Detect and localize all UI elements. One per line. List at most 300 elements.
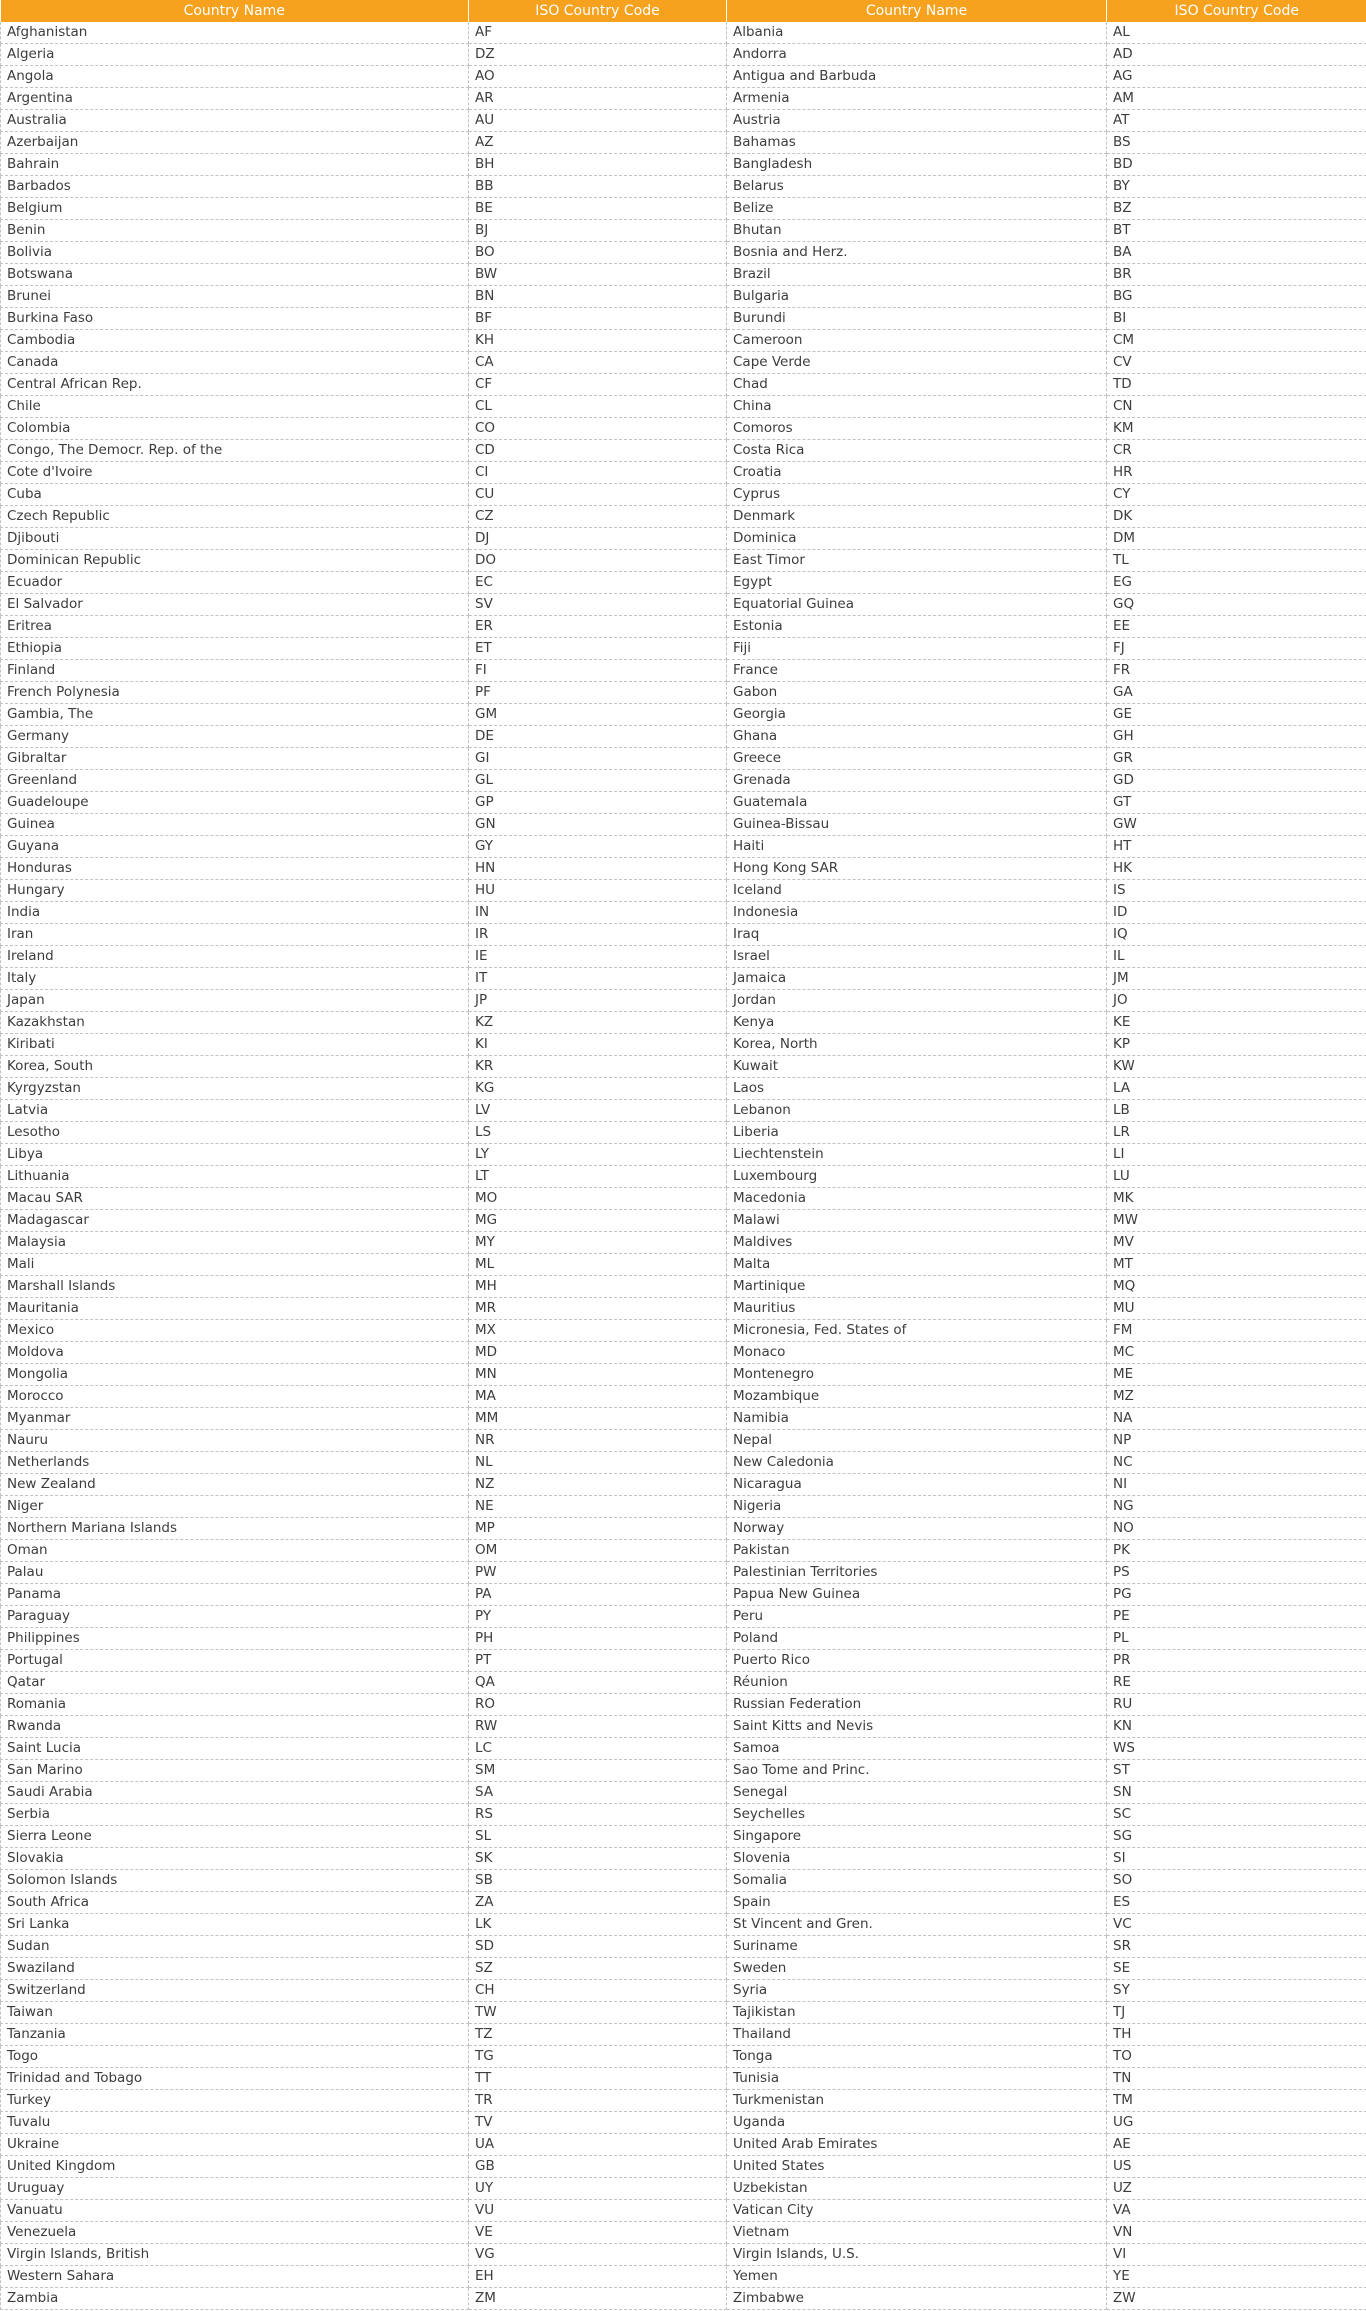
table-row <box>1 880 1366 902</box>
country-name-cell: Iceland <box>727 880 1107 902</box>
iso-code-cell: VC <box>1107 1914 1366 1936</box>
iso-code-cell: ME <box>1107 1364 1366 1386</box>
country-name-cell: Hong Kong SAR <box>727 858 1107 880</box>
country-name-cell: Thailand <box>727 2024 1107 2046</box>
iso-code-cell: FR <box>1107 660 1366 682</box>
country-name-cell: China <box>727 396 1107 418</box>
country-name-cell: United Kingdom <box>1 2156 469 2178</box>
iso-code-cell: LI <box>1107 1144 1366 1166</box>
country-name-cell: Angola <box>1 66 469 88</box>
iso-code-cell: CM <box>1107 330 1366 352</box>
iso-code-cell: BA <box>1107 242 1366 264</box>
iso-code-cell: ET <box>469 638 727 660</box>
country-name-cell: Bulgaria <box>727 286 1107 308</box>
country-name-cell: Algeria <box>1 44 469 66</box>
table-row <box>1 1452 1366 1474</box>
iso-code-cell: RO <box>469 1694 727 1716</box>
country-name-cell: Iraq <box>727 924 1107 946</box>
table-row <box>1 748 1366 770</box>
iso-code-cell: MY <box>469 1232 727 1254</box>
iso-code-cell: BJ <box>469 220 727 242</box>
iso-code-cell: GN <box>469 814 727 836</box>
iso-code-cell: KP <box>1107 1034 1366 1056</box>
iso-code-cell: TJ <box>1107 2002 1366 2024</box>
country-name-cell: Guadeloupe <box>1 792 469 814</box>
table-row <box>1 594 1366 616</box>
country-name-cell: New Zealand <box>1 1474 469 1496</box>
country-name-cell: Colombia <box>1 418 469 440</box>
iso-code-cell: BW <box>469 264 727 286</box>
country-name-cell: Gabon <box>727 682 1107 704</box>
country-name-cell: Madagascar <box>1 1210 469 1232</box>
table-row <box>1 1826 1366 1848</box>
table-header-row <box>1 0 1366 22</box>
iso-code-cell: AZ <box>469 132 727 154</box>
iso-code-cell: VG <box>469 2244 727 2266</box>
table-row <box>1 2156 1366 2178</box>
iso-code-cell: EC <box>469 572 727 594</box>
country-name-cell: Myanmar <box>1 1408 469 1430</box>
country-name-cell: Senegal <box>727 1782 1107 1804</box>
table-row <box>1 484 1366 506</box>
country-name-cell: Oman <box>1 1540 469 1562</box>
country-name-cell: Belgium <box>1 198 469 220</box>
table-row <box>1 88 1366 110</box>
country-name-cell: Dominica <box>727 528 1107 550</box>
table-row <box>1 22 1366 44</box>
table-row <box>1 858 1366 880</box>
country-name-cell: Monaco <box>727 1342 1107 1364</box>
country-name-cell: Western Sahara <box>1 2266 469 2288</box>
country-name-cell: Sierra Leone <box>1 1826 469 1848</box>
country-name-cell: Comoros <box>727 418 1107 440</box>
iso-code-cell: ML <box>469 1254 727 1276</box>
iso-code-cell: MP <box>469 1518 727 1540</box>
iso-code-cell: KE <box>1107 1012 1366 1034</box>
country-name-cell: Ukraine <box>1 2134 469 2156</box>
iso-code-cell: PG <box>1107 1584 1366 1606</box>
country-name-cell: Equatorial Guinea <box>727 594 1107 616</box>
iso-code-cell: MK <box>1107 1188 1366 1210</box>
iso-code-cell: BY <box>1107 176 1366 198</box>
table-row <box>1 1188 1366 1210</box>
table-row <box>1 1848 1366 1870</box>
country-name-cell: Mozambique <box>727 1386 1107 1408</box>
iso-code-cell: MN <box>469 1364 727 1386</box>
iso-code-cell: ST <box>1107 1760 1366 1782</box>
iso-code-cell: TG <box>469 2046 727 2068</box>
country-name-cell: Nauru <box>1 1430 469 1452</box>
country-name-cell: Mexico <box>1 1320 469 1342</box>
country-name-cell: Morocco <box>1 1386 469 1408</box>
iso-code-cell: UA <box>469 2134 727 2156</box>
country-name-cell: Japan <box>1 990 469 1012</box>
iso-code-cell: TW <box>469 2002 727 2024</box>
country-name-cell: Singapore <box>727 1826 1107 1848</box>
iso-code-cell: HR <box>1107 462 1366 484</box>
country-name-cell: Brunei <box>1 286 469 308</box>
iso-code-cell: BE <box>469 198 727 220</box>
iso-code-cell: MW <box>1107 1210 1366 1232</box>
country-name-cell: Guinea <box>1 814 469 836</box>
country-name-cell: Bahamas <box>727 132 1107 154</box>
country-name-cell: Mauritania <box>1 1298 469 1320</box>
iso-code-cell: BG <box>1107 286 1366 308</box>
iso-code-cell: FJ <box>1107 638 1366 660</box>
iso-code-cell: SG <box>1107 1826 1366 1848</box>
table-row <box>1 660 1366 682</box>
table-row <box>1 44 1366 66</box>
iso-code-cell: GL <box>469 770 727 792</box>
table-row <box>1 836 1366 858</box>
iso-code-cell: DO <box>469 550 727 572</box>
iso-code-cell: NO <box>1107 1518 1366 1540</box>
country-name-cell: Cote d'Ivoire <box>1 462 469 484</box>
country-name-cell: Qatar <box>1 1672 469 1694</box>
iso-code-cell: LU <box>1107 1166 1366 1188</box>
table-row <box>1 440 1366 462</box>
iso-code-cell: TO <box>1107 2046 1366 2068</box>
country-name-cell: Congo, The Democr. Rep. of the <box>1 440 469 462</box>
table-row <box>1 1606 1366 1628</box>
table-row <box>1 1870 1366 1892</box>
country-name-cell: Turkey <box>1 2090 469 2112</box>
table-row <box>1 1672 1366 1694</box>
country-name-cell: Swaziland <box>1 1958 469 1980</box>
country-name-cell: Azerbaijan <box>1 132 469 154</box>
table-row <box>1 1078 1366 1100</box>
iso-code-cell: PS <box>1107 1562 1366 1584</box>
country-name-cell: El Salvador <box>1 594 469 616</box>
table-row <box>1 814 1366 836</box>
country-name-cell: Ireland <box>1 946 469 968</box>
iso-code-cell: KN <box>1107 1716 1366 1738</box>
iso-code-cell: CV <box>1107 352 1366 374</box>
table-row <box>1 1386 1366 1408</box>
iso-code-cell: CH <box>469 1980 727 2002</box>
country-name-cell: Germany <box>1 726 469 748</box>
country-name-cell: Honduras <box>1 858 469 880</box>
country-name-cell: Brazil <box>727 264 1107 286</box>
iso-code-cell: AE <box>1107 2134 1366 2156</box>
table-row <box>1 1936 1366 1958</box>
iso-code-cell: MH <box>469 1276 727 1298</box>
country-name-cell: Afghanistan <box>1 22 469 44</box>
iso-code-cell: ZW <box>1107 2288 1366 2310</box>
iso-code-cell: EG <box>1107 572 1366 594</box>
country-name-cell: Bhutan <box>727 220 1107 242</box>
country-name-cell: Laos <box>727 1078 1107 1100</box>
country-name-cell: Somalia <box>727 1870 1107 1892</box>
iso-code-cell: DJ <box>469 528 727 550</box>
iso-code-cell: RE <box>1107 1672 1366 1694</box>
iso-code-cell: ER <box>469 616 727 638</box>
iso-code-cell: NE <box>469 1496 727 1518</box>
iso-code-cell: PY <box>469 1606 727 1628</box>
country-name-cell: Guinea-Bissau <box>727 814 1107 836</box>
table-row <box>1 2090 1366 2112</box>
iso-code-cell: RW <box>469 1716 727 1738</box>
country-name-cell: Dominican Republic <box>1 550 469 572</box>
table-row <box>1 2068 1366 2090</box>
country-name-cell: Chile <box>1 396 469 418</box>
country-name-cell: Kenya <box>727 1012 1107 1034</box>
iso-code-cell: PW <box>469 1562 727 1584</box>
iso-code-cell: GH <box>1107 726 1366 748</box>
iso-code-cell: CA <box>469 352 727 374</box>
iso-code-cell: SI <box>1107 1848 1366 1870</box>
iso-code-cell: LC <box>469 1738 727 1760</box>
iso-code-cell: TZ <box>469 2024 727 2046</box>
iso-code-cell: AF <box>469 22 727 44</box>
country-name-cell: Solomon Islands <box>1 1870 469 1892</box>
country-name-cell: Niger <box>1 1496 469 1518</box>
country-name-cell: Palestinian Territories <box>727 1562 1107 1584</box>
country-name-cell: Tunisia <box>727 2068 1107 2090</box>
iso-code-cell: SE <box>1107 1958 1366 1980</box>
iso-code-cell: RS <box>469 1804 727 1826</box>
country-name-cell: Lithuania <box>1 1166 469 1188</box>
country-name-cell: Haiti <box>727 836 1107 858</box>
table-row <box>1 1540 1366 1562</box>
country-name-cell: San Marino <box>1 1760 469 1782</box>
country-name-cell: Uzbekistan <box>727 2178 1107 2200</box>
table-row <box>1 1056 1366 1078</box>
country-name-cell: Tuvalu <box>1 2112 469 2134</box>
iso-code-cell: VE <box>469 2222 727 2244</box>
country-name-cell: Cape Verde <box>727 352 1107 374</box>
iso-code-cell: LT <box>469 1166 727 1188</box>
iso-code-cell: DE <box>469 726 727 748</box>
table-row <box>1 132 1366 154</box>
iso-code-cell: PF <box>469 682 727 704</box>
iso-code-cell: NR <box>469 1430 727 1452</box>
table-row <box>1 1276 1366 1298</box>
table-row <box>1 990 1366 1012</box>
country-name-cell: Greece <box>727 748 1107 770</box>
table-row <box>1 1122 1366 1144</box>
table-row <box>1 792 1366 814</box>
table-row <box>1 1738 1366 1760</box>
iso-code-cell: IQ <box>1107 924 1366 946</box>
table-row <box>1 1254 1366 1276</box>
table-row <box>1 616 1366 638</box>
iso-code-cell: CO <box>469 418 727 440</box>
country-name-cell: Zimbabwe <box>727 2288 1107 2310</box>
country-name-cell: Luxembourg <box>727 1166 1107 1188</box>
iso-code-cell: LY <box>469 1144 727 1166</box>
country-name-cell: Sweden <box>727 1958 1107 1980</box>
country-name-cell: Netherlands <box>1 1452 469 1474</box>
country-name-cell: Macedonia <box>727 1188 1107 1210</box>
table-row <box>1 220 1366 242</box>
country-name-cell: United States <box>727 2156 1107 2178</box>
iso-code-cell: AT <box>1107 110 1366 132</box>
country-name-cell: Papua New Guinea <box>727 1584 1107 1606</box>
country-name-cell: Fiji <box>727 638 1107 660</box>
iso-code-cell: IL <box>1107 946 1366 968</box>
table-row <box>1 2200 1366 2222</box>
iso-code-cell: GE <box>1107 704 1366 726</box>
iso-code-cell: ZM <box>469 2288 727 2310</box>
iso-code-cell: CD <box>469 440 727 462</box>
country-name-cell: Sudan <box>1 1936 469 1958</box>
iso-code-cell: TL <box>1107 550 1366 572</box>
iso-code-cell: VU <box>469 2200 727 2222</box>
country-name-cell: Bolivia <box>1 242 469 264</box>
country-name-cell: Marshall Islands <box>1 1276 469 1298</box>
table-row <box>1 506 1366 528</box>
iso-code-cell: HK <box>1107 858 1366 880</box>
country-name-cell: Cambodia <box>1 330 469 352</box>
country-name-cell: Nicaragua <box>727 1474 1107 1496</box>
table-row <box>1 968 1366 990</box>
table-row <box>1 1628 1366 1650</box>
country-name-cell: Chad <box>727 374 1107 396</box>
country-name-cell: East Timor <box>727 550 1107 572</box>
table-row <box>1 1210 1366 1232</box>
country-name-cell: Libya <box>1 1144 469 1166</box>
country-name-cell: Turkmenistan <box>727 2090 1107 2112</box>
country-name-cell: Italy <box>1 968 469 990</box>
iso-code-cell: IR <box>469 924 727 946</box>
table-row <box>1 110 1366 132</box>
country-name-cell: Nepal <box>727 1430 1107 1452</box>
iso-code-cell: PK <box>1107 1540 1366 1562</box>
iso-code-cell: SO <box>1107 1870 1366 1892</box>
table-row <box>1 2134 1366 2156</box>
country-name-cell: Croatia <box>727 462 1107 484</box>
country-name-cell: Slovakia <box>1 1848 469 1870</box>
country-name-cell: French Polynesia <box>1 682 469 704</box>
country-name-cell: Serbia <box>1 1804 469 1826</box>
iso-code-cell: SV <box>469 594 727 616</box>
iso-code-cell: GR <box>1107 748 1366 770</box>
country-name-cell: Armenia <box>727 88 1107 110</box>
country-name-cell: Latvia <box>1 1100 469 1122</box>
iso-code-cell: SZ <box>469 1958 727 1980</box>
iso-code-cell: DM <box>1107 528 1366 550</box>
country-name-cell: Northern Mariana Islands <box>1 1518 469 1540</box>
country-name-cell: Djibouti <box>1 528 469 550</box>
table-row <box>1 704 1366 726</box>
iso-code-cell: BB <box>469 176 727 198</box>
table-row <box>1 682 1366 704</box>
country-name-cell: Tanzania <box>1 2024 469 2046</box>
iso-code-cell: BI <box>1107 308 1366 330</box>
iso-code-cell: GI <box>469 748 727 770</box>
iso-code-cell: LK <box>469 1914 727 1936</box>
iso-code-header: ISO Country Code <box>469 0 727 22</box>
country-name-cell: Nigeria <box>727 1496 1107 1518</box>
country-name-cell: Finland <box>1 660 469 682</box>
country-name-cell: France <box>727 660 1107 682</box>
country-name-cell: Antigua and Barbuda <box>727 66 1107 88</box>
table-row <box>1 264 1366 286</box>
iso-code-cell: TH <box>1107 2024 1366 2046</box>
country-name-cell: Burundi <box>727 308 1107 330</box>
iso-code-cell: SL <box>469 1826 727 1848</box>
country-name-cell: Austria <box>727 110 1107 132</box>
table-row <box>1 1958 1366 1980</box>
iso-code-cell: RU <box>1107 1694 1366 1716</box>
country-name-cell: New Caledonia <box>727 1452 1107 1474</box>
iso-code-cell: SA <box>469 1782 727 1804</box>
country-name-cell: Liechtenstein <box>727 1144 1107 1166</box>
iso-code-cell: CN <box>1107 396 1366 418</box>
iso-code-cell: BH <box>469 154 727 176</box>
iso-code-cell: SY <box>1107 1980 1366 2002</box>
country-name-cell: Poland <box>727 1628 1107 1650</box>
country-name-cell: Kuwait <box>727 1056 1107 1078</box>
iso-code-cell: MA <box>469 1386 727 1408</box>
iso-code-cell: GD <box>1107 770 1366 792</box>
table-row <box>1 2244 1366 2266</box>
iso-code-cell: CY <box>1107 484 1366 506</box>
iso-code-cell: MR <box>469 1298 727 1320</box>
iso-code-cell: UZ <box>1107 2178 1366 2200</box>
iso-code-cell: SK <box>469 1848 727 1870</box>
iso-code-cell: ID <box>1107 902 1366 924</box>
country-name-cell: Malaysia <box>1 1232 469 1254</box>
iso-code-cell: WS <box>1107 1738 1366 1760</box>
table-row <box>1 1232 1366 1254</box>
iso-code-cell: UG <box>1107 2112 1366 2134</box>
iso-code-cell: PL <box>1107 1628 1366 1650</box>
table-row <box>1 1760 1366 1782</box>
table-row <box>1 1408 1366 1430</box>
table-row <box>1 1496 1366 1518</box>
iso-code-cell: KG <box>469 1078 727 1100</box>
country-name-cell: Botswana <box>1 264 469 286</box>
country-name-cell: Uruguay <box>1 2178 469 2200</box>
country-name-cell: Argentina <box>1 88 469 110</box>
country-name-cell: Israel <box>727 946 1107 968</box>
country-name-cell: Tajikistan <box>727 2002 1107 2024</box>
iso-code-cell: SR <box>1107 1936 1366 1958</box>
country-name-cell: Hungary <box>1 880 469 902</box>
iso-code-cell: VN <box>1107 2222 1366 2244</box>
table-row <box>1 462 1366 484</box>
iso-code-cell: BR <box>1107 264 1366 286</box>
country-name-cell: Cameroon <box>727 330 1107 352</box>
country-name-cell: Estonia <box>727 616 1107 638</box>
iso-code-cell: GA <box>1107 682 1366 704</box>
iso-code-cell: JP <box>469 990 727 1012</box>
iso-code-cell: BS <box>1107 132 1366 154</box>
iso-code-cell: AG <box>1107 66 1366 88</box>
iso-code-cell: AO <box>469 66 727 88</box>
iso-code-cell: TT <box>469 2068 727 2090</box>
iso-code-cell: CI <box>469 462 727 484</box>
country-name-cell: Eritrea <box>1 616 469 638</box>
country-name-cell: Moldova <box>1 1342 469 1364</box>
country-name-cell: Belize <box>727 198 1107 220</box>
country-name-cell: Panama <box>1 1584 469 1606</box>
iso-code-cell: VA <box>1107 2200 1366 2222</box>
iso-code-cell: KM <box>1107 418 1366 440</box>
country-name-cell: Central African Rep. <box>1 374 469 396</box>
table-row <box>1 1562 1366 1584</box>
iso-code-cell: GT <box>1107 792 1366 814</box>
iso-code-cell: IT <box>469 968 727 990</box>
table-row <box>1 770 1366 792</box>
iso-code-cell: HN <box>469 858 727 880</box>
country-name-cell: Kiribati <box>1 1034 469 1056</box>
table-row <box>1 1364 1366 1386</box>
iso-code-cell: AR <box>469 88 727 110</box>
iso-code-cell: EE <box>1107 616 1366 638</box>
